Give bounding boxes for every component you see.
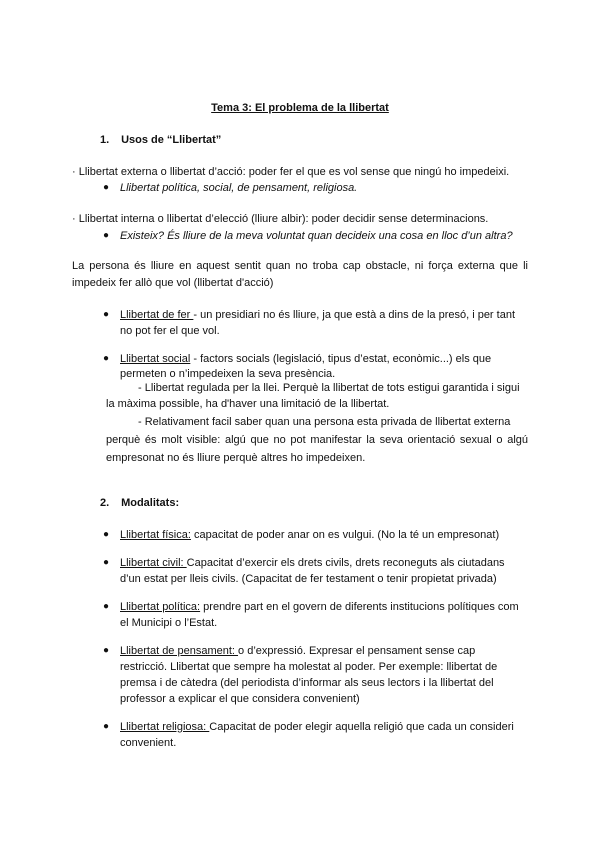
modality-text: convenient. [120,737,177,749]
social-freedom-item [120,351,491,367]
modality-political [120,599,519,615]
bullet-icon: ● [103,309,110,320]
paragraph-line-1: La persona és lliure en aquest sentit quan no troba cap obstacle, ni força externa que li [72,260,528,272]
modality-term: Llibertat política: [120,601,201,613]
section-1-number: 1. [100,134,110,146]
modality-text: capacitat de poder anar on es vulgui. (No la té un empresonat) [190,529,500,541]
modality-text: Capacitat de poder elegir aquella religió que cada un consideri [209,721,514,733]
modality-text: restricció. Llibertat que sempre ha molestat al poder. Per exemple: llibertat de [120,661,498,673]
internal-freedom-line: · Llibertat interna o llibertat d’elecció (lliure albir): poder decidir sense determinacions. [72,213,489,225]
external-freedom-line: · Llibertat externa o llibertat d’acció: poder fer el que es vol sense que ningú ho impedeixi. [72,166,510,178]
internal-freedom-bullet: Existeix? És lliure de la meva voluntat quan decideix una cosa en lloc d’un altra? [120,230,513,242]
modality-text: el Municipi o l’Estat. [120,617,218,629]
modality-text: professor a explicar el que considera convenient) [120,693,360,705]
social-sub-1a: - Llibertat regulada per la llei. Perquè la llibertat de tots estigui garantida i sigui [138,382,520,394]
bullet-icon: ● [103,230,110,241]
modality-text: premsa i de càtedra (del periodista d’informar als seus lectors i la llibertat del [120,677,494,689]
page-title: Tema 3: El problema de la llibertat [211,102,389,114]
section-1-heading [100,132,221,148]
bullet-icon: ● [103,601,110,612]
section-2-number: 2. [100,497,110,509]
modality-religious [120,719,514,735]
external-freedom-bullet: Llibertat política, social, de pensament, religiosa. [120,182,358,194]
bullet-icon: ● [103,353,110,364]
bullet-icon: ● [103,557,110,568]
bullet-icon: ● [103,721,110,732]
social-freedom-term: Llibertat social [120,353,191,365]
modality-civil [120,555,505,571]
paragraph-line-2: impedeix fer allò que vol (llibertat d'acció) [72,277,274,289]
bullet-icon: ● [103,645,110,656]
modality-thought [120,643,475,659]
social-sub-2c: empresonat no és lliure perquè altres ho impedeixen. [106,452,366,464]
section-2-heading [100,495,179,511]
modality-term: Llibertat religiosa: [120,721,210,733]
freedom-to-act-text-2: no pot fer el que vol. [120,325,220,337]
social-freedom-text-2: permeten o n’impedeixen la seva presència. [120,368,336,380]
social-sub-1b: la màxima possible, ha d'haver una limitació de la llibertat. [106,398,390,410]
bullet-icon: ● [103,182,110,193]
modality-text: o d’expressió. Expresar el pensament sense cap [238,645,476,657]
modality-text: d’un estat per lleis civils. (Capacitat de fer testament o tenir propietat privada) [120,573,497,585]
social-sub-2a: - Relativament facil saber quan una persona esta privada de llibertat externa [138,416,511,428]
modality-text: Capacitat d’exercir els drets civils, drets reconeguts als ciutadans [186,557,505,569]
freedom-to-act-term: Llibertat de fer [120,309,194,321]
modality-term: Llibertat civil: [120,557,187,569]
bullet-icon: ● [103,529,110,540]
modality-text: prendre part en el govern de diferents institucions polítiques com [200,601,519,613]
section-1-title: Usos de “Llibertat” [121,134,222,146]
social-sub-2b: perquè és molt visible: algú que no pot manifestar la seva orientació sexual o algú [106,434,528,446]
modality-physical [120,527,499,543]
modality-term: Llibertat de pensament: [120,645,239,657]
freedom-to-act-text: - un presidiari no és lliure, ja que està a dins de la presó, i per tant [193,309,516,321]
section-2-title: Modalitats: [121,497,180,509]
modality-term: Llibertat física: [120,529,191,541]
freedom-to-act-item [120,307,515,323]
social-freedom-text: - factors socials (legislació, tipus d’estat, econòmic...) els que [190,353,492,365]
